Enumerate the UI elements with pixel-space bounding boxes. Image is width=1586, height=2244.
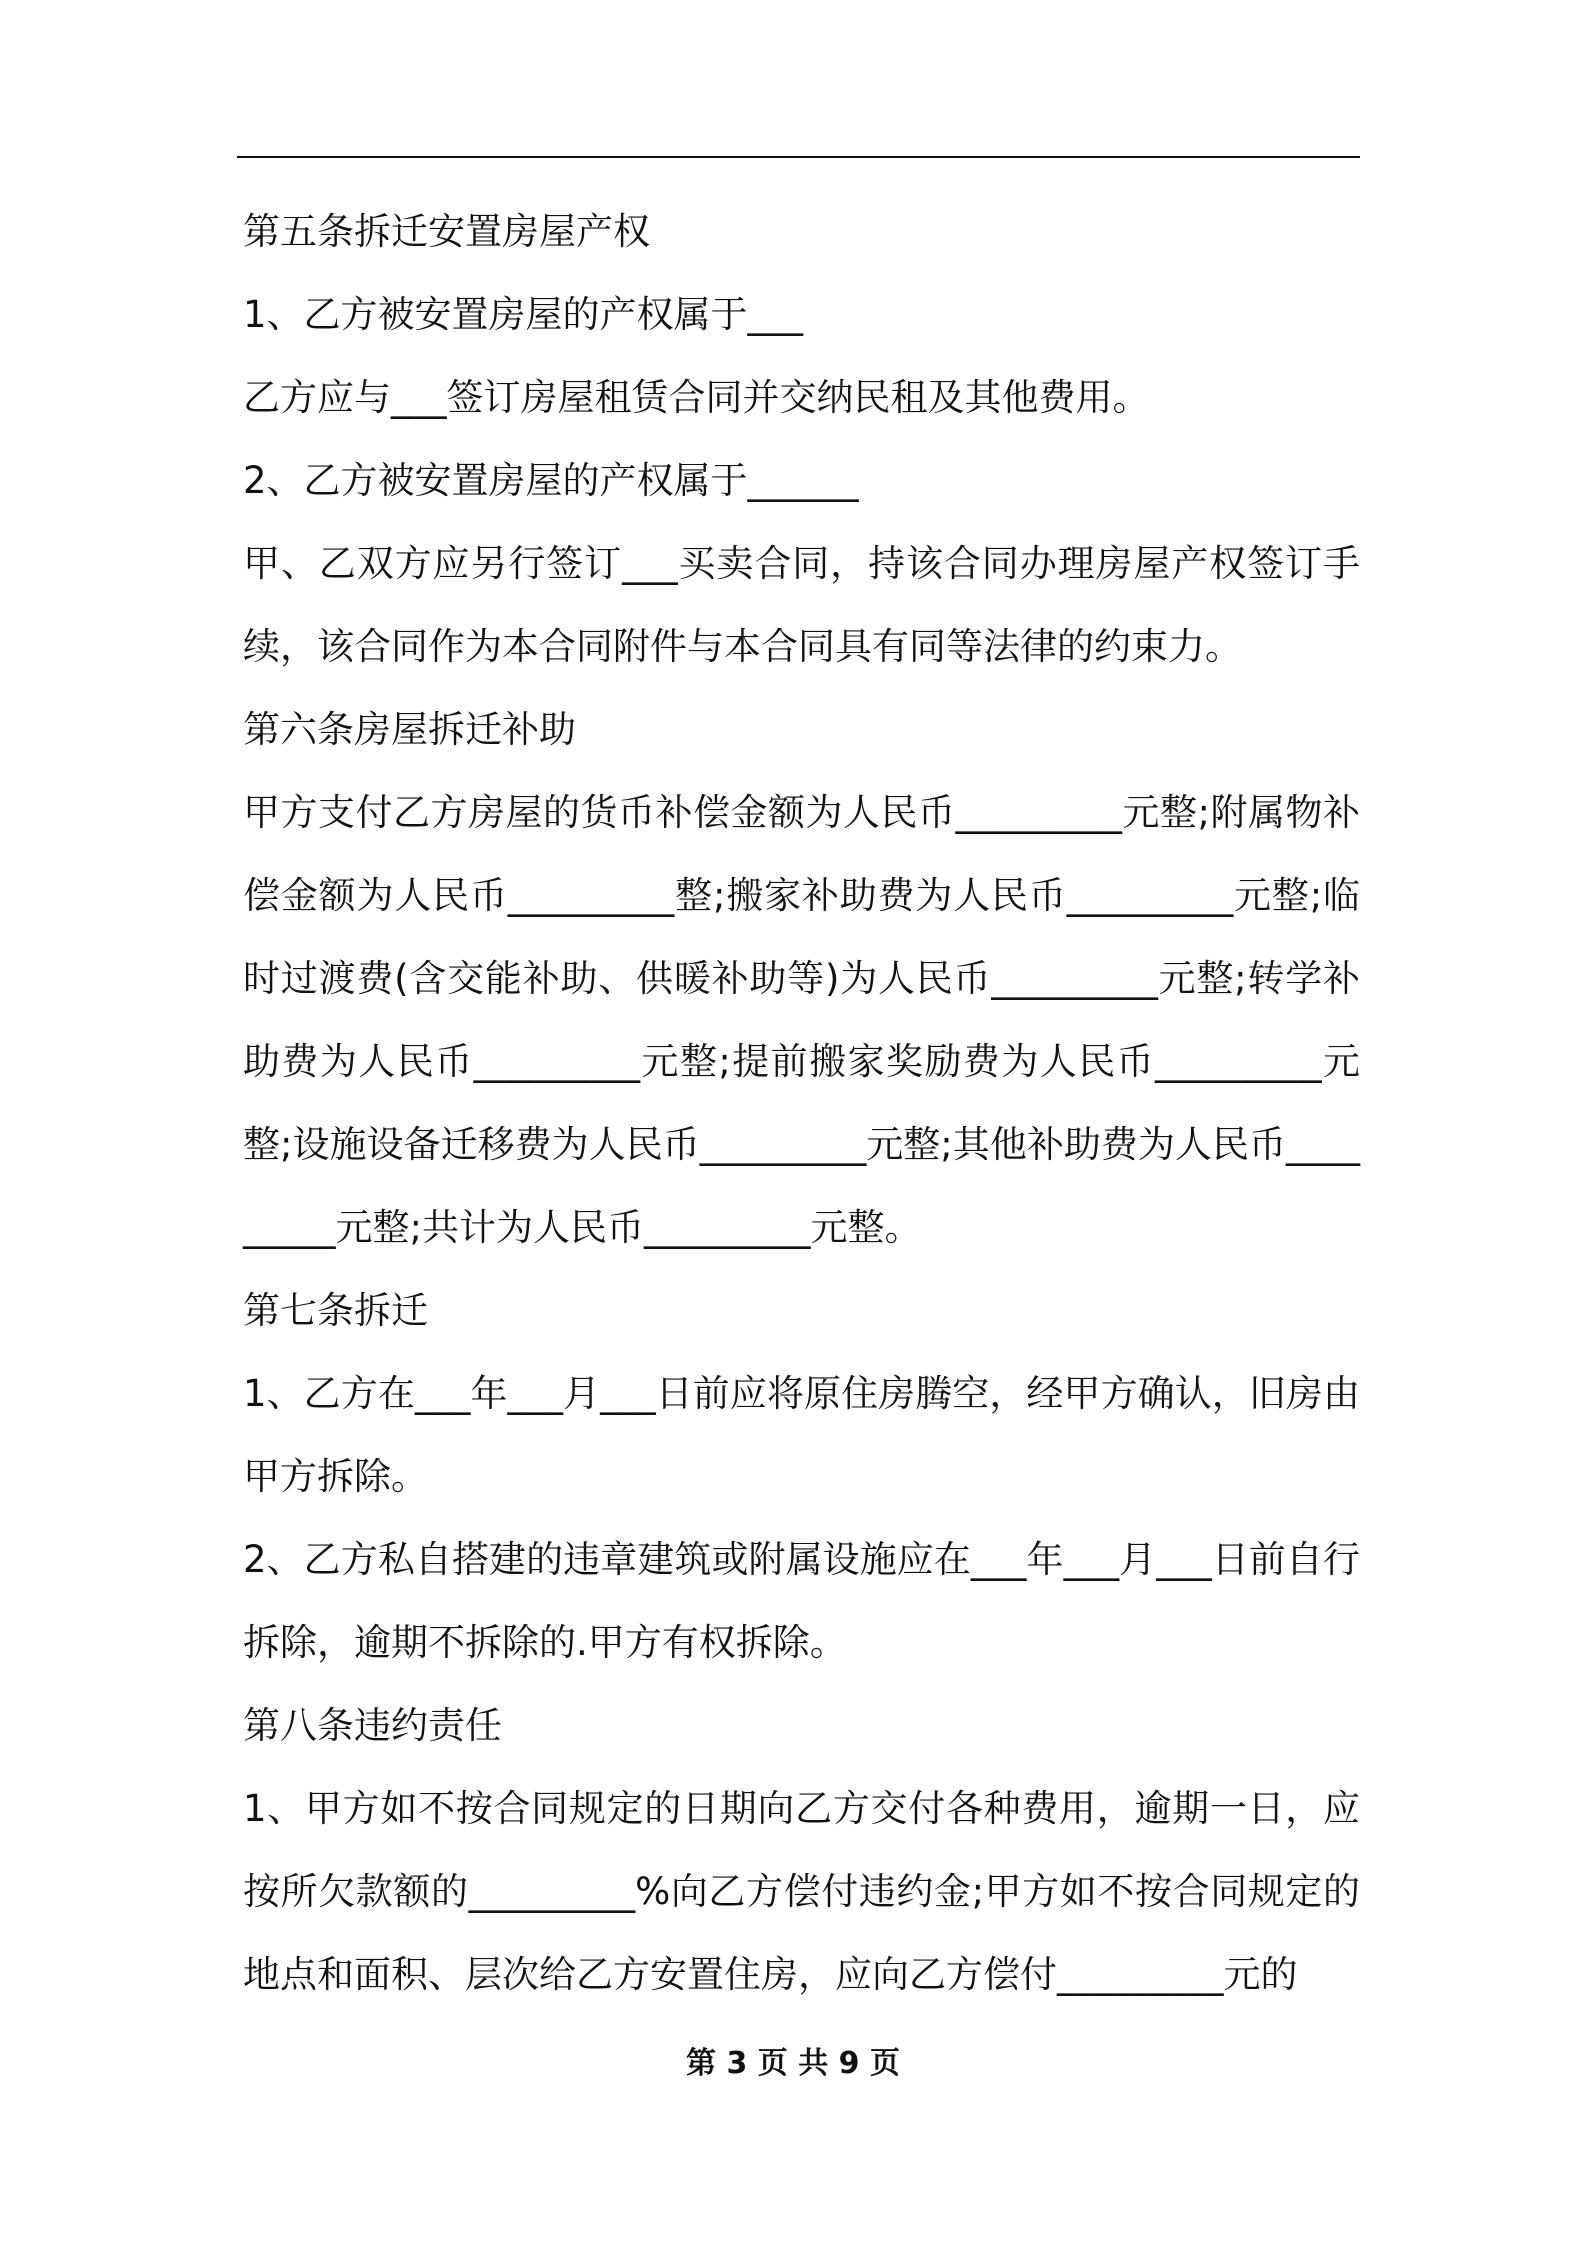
article-5-clause-2-detail: 甲、乙双方应另行签订___买卖合同，持该合同办理房屋产权签订手续，该合同作为本合同附件与本合同具有同等法律的约束力。 (243, 542, 1360, 668)
article-6-heading: 第六条房屋拆迁补助 (243, 708, 576, 751)
article-8-clause-1: 1、甲方如不按合同规定的日期向乙方交付各种费用，逾期一日，应按所欠款额的_________%向乙方偿付违约金;甲方如不按合同规定的地点和面积、层次给乙方安置住房，应向乙方偿付_________元的 (243, 1787, 1360, 1996)
document-body (243, 190, 1360, 2016)
page-number-footer: 第 3 页 共 9 页 (686, 2046, 900, 2081)
article-7-clause-1: 1、乙方在___年___月___日前应将原住房腾空，经甲方确认，旧房由甲方拆除。 (243, 1372, 1360, 1498)
article-5-clause-1: 1、乙方被安置房屋的产权属于___ (243, 293, 804, 336)
article-7-heading: 第七条拆迁 (243, 1289, 428, 1332)
article-6-body: 甲方支付乙方房屋的货币补偿金额为人民币_________元整;附属物补偿金额为人民币_________整;搬家补助费为人民币_________元整;临时过渡费(含交能补助、供暖补助等)为人民币_________元整;转学补助费为人民币_________元整;提前搬家奖励费为人民币_________元整;设施设备迁移费为人民币_________元整;其他补助费为人民币_________元整;共计为人民币_________元整。 (243, 791, 1360, 1249)
article-7-clause-2: 2、乙方私自搭建的违章建筑或附属设施应在___年___月___日前自行拆除，逾期不拆除的.甲方有权拆除。 (243, 1538, 1360, 1664)
article-8-heading: 第八条违约责任 (243, 1704, 502, 1747)
article-5-clause-2: 2、乙方被安置房屋的产权属于______ (243, 459, 859, 502)
article-5-clause-1-detail: 乙方应与___签订房屋租赁合同并交纳民租及其他费用。 (243, 376, 1150, 419)
article-5-heading: 第五条拆迁安置房屋产权 (243, 210, 650, 253)
header-divider (237, 156, 1360, 158)
